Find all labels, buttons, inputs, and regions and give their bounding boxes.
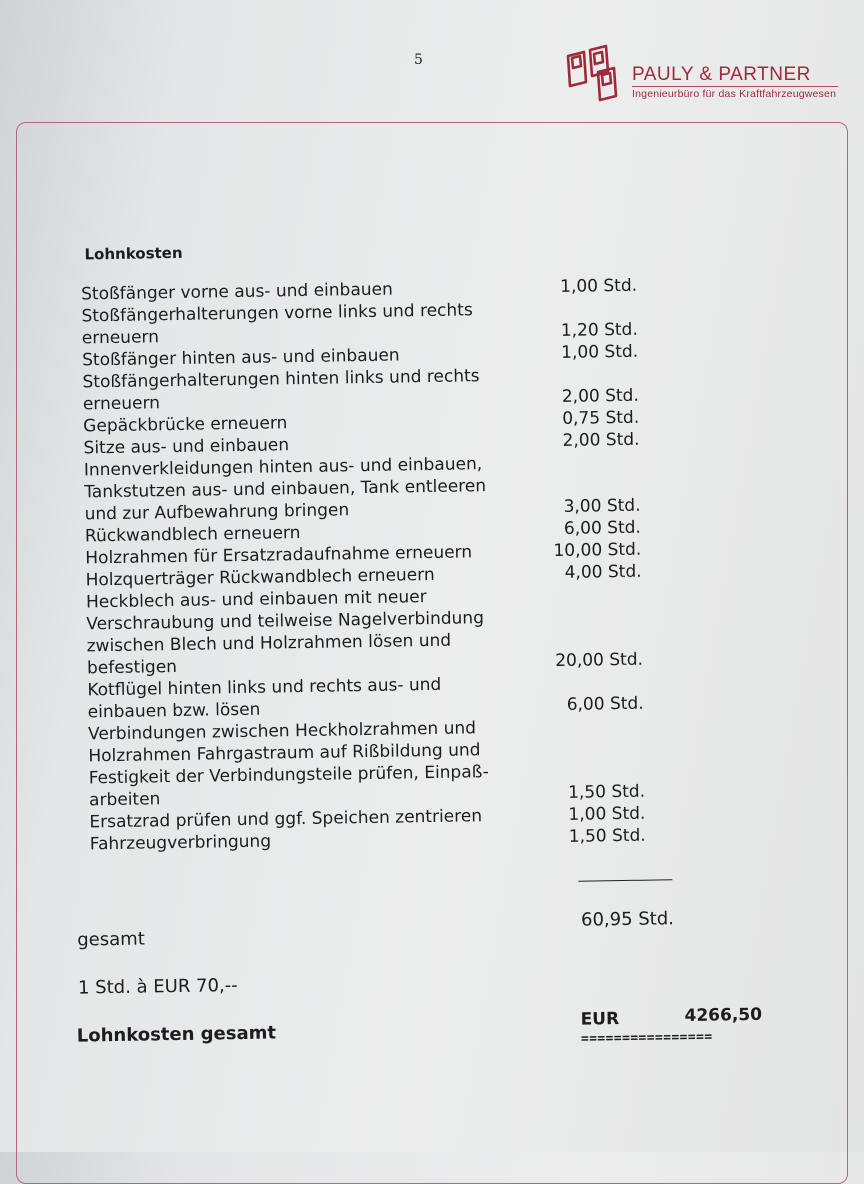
labor-item-line: Heckblech aus- und einbauen mit neuer [85, 587, 427, 613]
labor-item [2, 711, 864, 813]
labor-item-line: Verschraubung und teilweise Nagelverbindung [86, 608, 485, 635]
labor-item-line: Kotflügel hinten links und rechts aus- und [87, 674, 442, 701]
labor-item-line: einbauen bzw. lösen [87, 699, 261, 723]
labor-item-line: Holzrahmen Fahrgastraum auf Rißbildung und [88, 740, 481, 767]
labor-item [0, 579, 864, 681]
labor-item-hours: 1,00 Std. [568, 803, 646, 825]
labor-item-line: Ersatzrad prüfen und ggf. Speichen zentrieren [89, 806, 483, 833]
labor-item-line: Innenverkleidungen hinten aus- und einbauen, [83, 454, 483, 481]
labor-item-hours: 6,00 Std. [566, 693, 644, 715]
labor-item-hours: 3,00 Std. [563, 495, 641, 517]
labor-item-hours: 2,00 Std. [561, 385, 639, 407]
labor-item-line: Sitze aus- und einbauen [83, 435, 290, 459]
labor-item-line: befestigen [86, 656, 178, 679]
labor-item-line: Stoßfänger hinten aus- und einbauen [82, 345, 400, 371]
labor-item-hours: 1,20 Std. [560, 319, 638, 341]
labor-item-hours: 20,00 Std. [555, 649, 644, 672]
labor-item-description [88, 716, 549, 811]
labor-item-line: Holzquerträger Rückwandblech erneuern [85, 564, 435, 591]
labor-item-hours: 1,50 Std. [568, 825, 646, 847]
labor-item-hours: 0,75 Std. [562, 407, 640, 429]
grand-total-currency: EUR [580, 1009, 620, 1030]
labor-item-hours: 6,00 Std. [563, 517, 642, 539]
page-number: 5 [414, 52, 423, 68]
labor-item-line: Tankstutzen aus- und einbauen, Tank entleeren [84, 476, 487, 503]
labor-item-line: Holzrahmen für Ersatzradaufnahme erneuern [85, 542, 473, 569]
labor-item-line: zwischen Blech und Holzrahmen lösen und [86, 630, 452, 657]
labor-item-description [81, 298, 542, 349]
labor-item-line: Fahrzeugverbringung [89, 831, 272, 855]
labor-item-line: und zur Aufbewahrung bringen [84, 500, 350, 525]
labor-item-line: Stoßfängerhalterungen hinten links und rechts [82, 366, 480, 393]
labor-item-line: arbeiten [88, 789, 161, 811]
labor-item-hours: 1,00 Std. [561, 341, 639, 363]
labor-item-hours: 10,00 Std. [553, 539, 642, 562]
labor-item-line: Verbindungen zwischen Heckholzrahmen und [87, 718, 477, 745]
labor-item-hours: 2,00 Std. [562, 429, 640, 451]
total-hours: 60,95 Std. [580, 908, 675, 931]
grand-total-label: Lohnkosten gesamt [76, 1022, 277, 1047]
labor-item-hours: 1,50 Std. [567, 781, 646, 803]
brand-tagline: Ingenieurbüro für das Kraftfahrzeugwesen [632, 88, 837, 100]
hourly-rate: 1 Std. à EUR 70,-- [77, 975, 238, 999]
labor-item-description [84, 452, 545, 525]
section-title: Lohnkosten [84, 243, 183, 264]
labor-item-description [87, 672, 548, 723]
labor-item-line: Stoßfängerhalterungen vorne links und rechts [81, 300, 473, 327]
labor-item-line: erneuern [82, 393, 161, 415]
labor-item-line: Stoßfänger vorne aus- und einbauen [81, 279, 393, 305]
labor-item-line: Festigkeit der Verbindungsteile prüfen, Einpaß- [88, 762, 490, 789]
brand-name: PAULY & PARTNER [632, 64, 811, 85]
labor-items-list [0, 271, 864, 857]
labor-item-line: Rückwandblech erneuern [84, 523, 301, 547]
labor-item-hours: 1,00 Std. [560, 275, 638, 297]
total-label: gesamt [77, 928, 145, 951]
labor-item-line: Gepäckbrücke erneuern [83, 413, 288, 437]
labor-item-description [86, 584, 547, 679]
grand-total-amount: 4266,50 [684, 1004, 763, 1027]
labor-item-hours: 4,00 Std. [564, 561, 642, 583]
double-underline: ================ [580, 1029, 713, 1047]
labor-item-line: erneuern [81, 327, 160, 349]
labor-item-description [82, 364, 543, 415]
sum-line [578, 879, 672, 881]
